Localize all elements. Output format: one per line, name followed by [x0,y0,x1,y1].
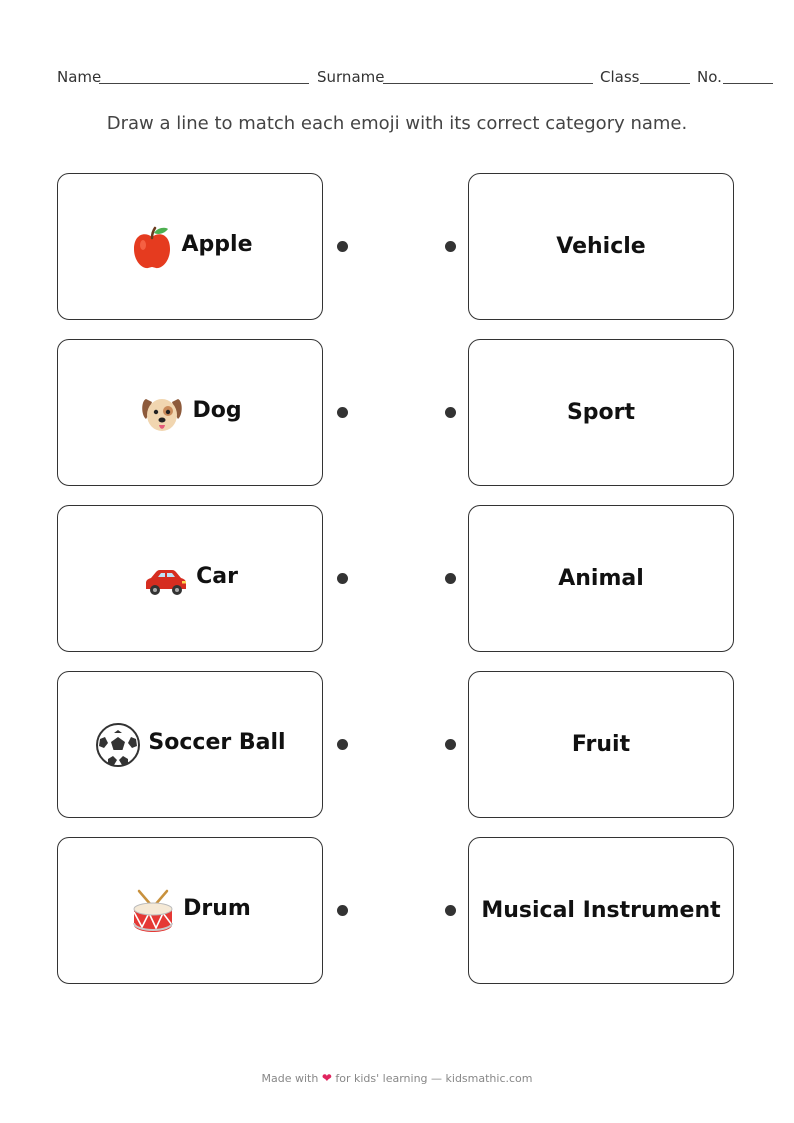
left-card-dog [57,339,323,486]
right-dot-5[interactable] [445,905,456,916]
left-card-apple [57,173,323,320]
car-icon [142,555,190,603]
right-card-animal [468,505,734,652]
drum-icon [129,887,177,935]
left-card-car [57,505,323,652]
surname-line[interactable] [383,83,593,84]
right-item-label: Animal [558,566,644,591]
right-card-musical-instrument [468,837,734,984]
soccer-ball-icon [94,721,142,769]
left-card-drum [57,837,323,984]
left-item-label: Dog [192,398,242,423]
class-label: Class [600,68,640,86]
no-line[interactable] [723,83,773,84]
name-line[interactable] [99,83,309,84]
name-label: Name [57,68,102,86]
left-dot-2[interactable] [337,407,348,418]
footer [0,1071,794,1085]
right-dot-1[interactable] [445,241,456,252]
footer-suffix: for kids' learning — kidsmathic.com [335,1072,533,1085]
right-card-vehicle [468,173,734,320]
right-dot-2[interactable] [445,407,456,418]
surname-label: Surname [317,68,385,86]
apple-icon [128,223,176,271]
left-dot-4[interactable] [337,739,348,750]
left-item-label: Soccer Ball [148,730,286,755]
right-dot-3[interactable] [445,573,456,584]
heart-icon: ❤ [321,1071,332,1085]
class-line[interactable] [640,83,690,84]
left-item-label: Drum [183,896,251,921]
right-card-sport [468,339,734,486]
right-card-fruit [468,671,734,818]
left-card-soccer-ball [57,671,323,818]
left-dot-5[interactable] [337,905,348,916]
right-item-label: Fruit [571,732,631,757]
right-item-label: Sport [566,400,636,425]
left-dot-3[interactable] [337,573,348,584]
instruction-text: Draw a line to match each emoji with its correct category name. [106,113,688,134]
student-info-header [57,68,773,88]
right-dot-4[interactable] [445,739,456,750]
right-item-label: Musical Instrument [481,898,721,923]
dog-face-icon [138,389,186,437]
no-label: No. [697,68,722,86]
footer-prefix: Made with [261,1072,319,1085]
left-dot-1[interactable] [337,241,348,252]
right-item-label: Vehicle [556,234,646,259]
left-item-label: Apple [181,232,253,257]
left-item-label: Car [196,564,238,589]
